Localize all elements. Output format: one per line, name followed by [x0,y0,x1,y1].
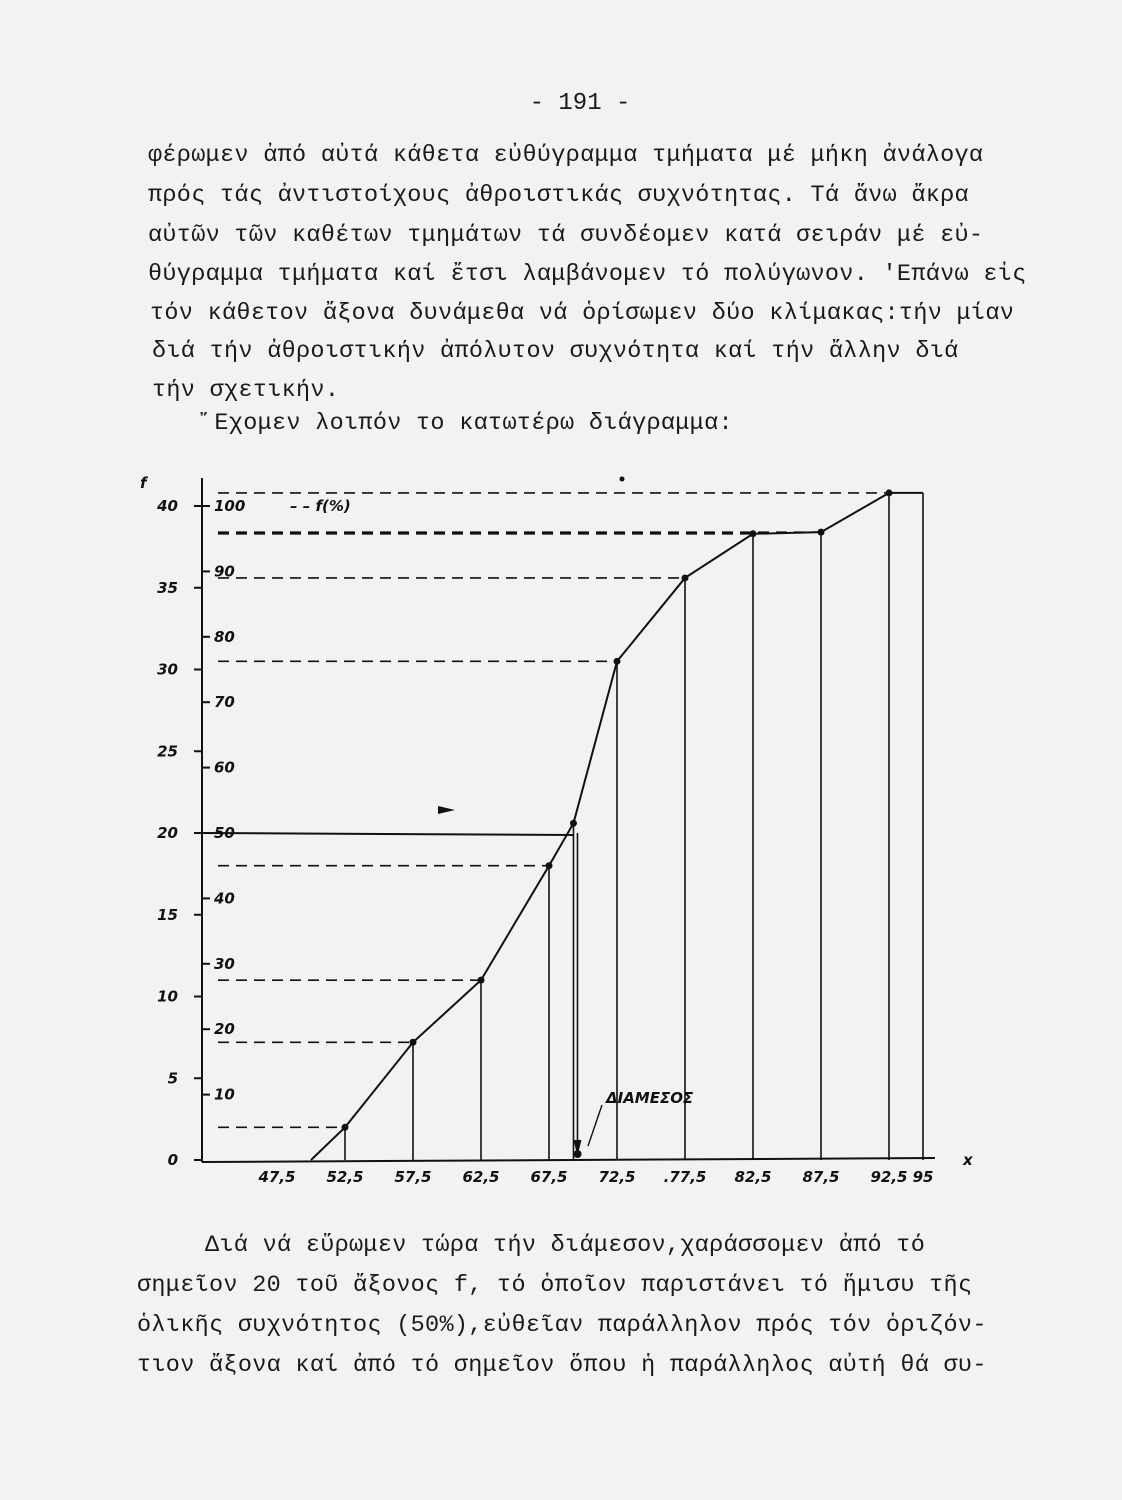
x-tick-label: 47,5 [258,1168,296,1186]
text-line: πρός τάς ἀντιστοίχους ἀθροιστικάς συχνότητας. Τά ἄνω ἄκρα [148,182,969,209]
percent-tick-label: 100 [214,497,246,515]
text-line: Διά νά εὕρωμεν τώρα τήν διάμεσον,χαράσσομεν ἀπό τό [205,1232,926,1259]
y-tick-label: 40 [157,497,178,515]
y-tick-label: 20 [157,824,178,842]
percent-tick-label: 10 [214,1085,235,1104]
x-tick-label: 87,5 [802,1168,840,1186]
percent-tick-label: 90 [214,562,235,581]
stray-dot [620,477,625,482]
data-point [614,658,621,665]
percent-tick-label: 20 [214,1020,235,1039]
arrow-right-icon [438,806,455,814]
percent-tick-label: 40 [214,889,235,908]
text-line: αὐτῶν τῶν καθέτων τμημάτων τά συνδέομεν κατά σειράν μέ εὐ- [148,222,984,249]
percent-tick-label: 30 [214,954,235,973]
data-point [546,862,553,869]
x-tick-label: 72,5 [598,1168,636,1186]
text-line: τιον ἄξονα καί ἀπό τό σημεῖον ὅπου ἡ παράλληλος αὐτή θά συ- [137,1352,987,1379]
y-tick-label: 10 [157,987,178,1006]
text-line: φέρωμεν ἀπό αὐτά κάθετα εὐθύγραμμα τμήματα μέ μήκη ἀνάλογα [148,142,984,169]
percent-tick-label: 80 [214,627,235,646]
percent-axis-label: – – f(%) [290,497,351,515]
y-tick-label: 15 [157,905,178,924]
data-point [342,1124,349,1131]
text-line: διά τήν ἀθροιστικήν ἀπόλυτον συχνότητα καί τήν ἄλλην διά [152,338,959,365]
y-tick-label: 35 [157,578,178,597]
data-point [478,977,485,984]
y-axis-label: f [140,474,147,492]
percent-tick-label: 50 [214,824,235,842]
data-point [682,574,689,581]
data-point [750,530,757,537]
x-tick-label: 67,5 [530,1168,568,1186]
x-tick-label: 95 [912,1168,934,1186]
x-tick-label: 57,5 [394,1168,432,1186]
median-point [574,1150,582,1158]
percent-tick-label: 60 [214,758,235,777]
x-tick-label: 82,5 [734,1168,772,1186]
x-axis-label: x [963,1151,973,1169]
data-point [818,529,825,536]
text-line: θύγραμμα τμήματα καί ἔτσι λαμβάνομεν τό πολύγωνον. 'Επάνω εἰς [148,261,1027,288]
percent-tick-label: 70 [214,693,235,712]
text-line: τήν σχετικήν. [152,377,340,404]
y-tick-label: 25 [157,742,178,761]
y-tick-label: 0 [167,1151,178,1169]
data-point [886,489,893,496]
median-pointer [588,1105,602,1146]
x-tick-label: 92,5 [870,1168,908,1186]
text-line: ὁλικῆς συχνότητος (50%),εὐθεῖαν παράλληλον πρός τόν ὁριζόν- [137,1312,987,1339]
median-label: ΔΙΑΜΕΣΟΣ [606,1089,694,1107]
data-point [410,1039,417,1046]
x-tick-label: 62,5 [462,1168,500,1186]
text-line: ῎Εχομεν λοιπόν το κατωτέρω διάγραμμα: [200,410,733,437]
page-number: - 191 - [529,90,631,117]
x-tick-label: 52,5 [326,1168,364,1186]
data-point [570,820,577,827]
y-tick-label: 30 [157,660,178,679]
y-tick-label: 5 [167,1069,178,1088]
text-line: τόν κάθετον ἄξονα δυνάμεθα νά ὁρίσωμεν δύο κλίμακας:τήν μίαν [150,300,1015,327]
x-tick-label: .77,5 [663,1168,707,1186]
text-line: σημεῖον 20 τοῦ ἄξονος f, τό ὁποῖον παριστάνει τό ἥμισυ τῆς [137,1272,973,1299]
median-horizontal-line [202,833,573,835]
